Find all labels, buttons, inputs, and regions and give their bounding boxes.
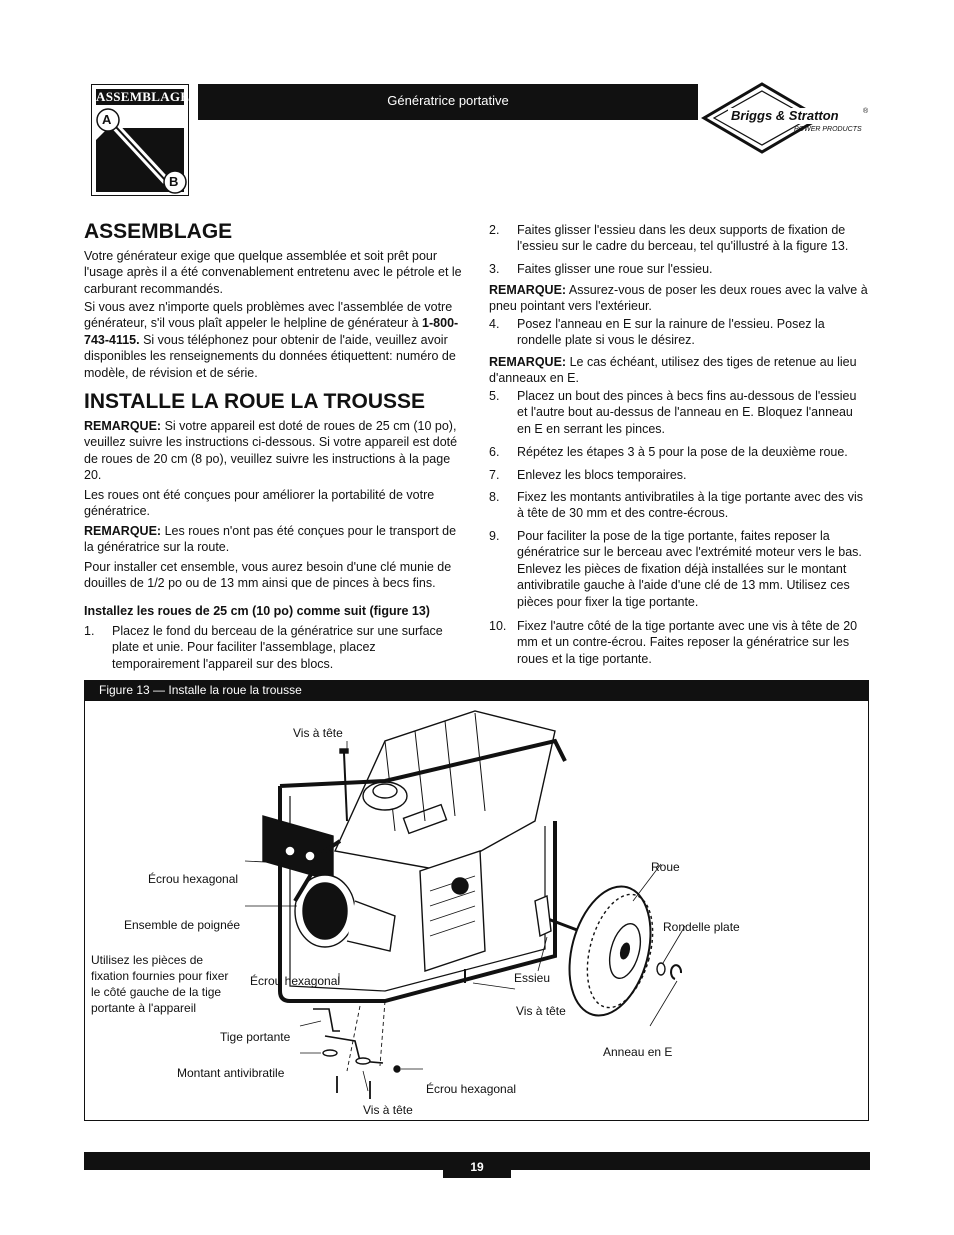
helpline-paragraph xyxy=(84,299,462,381)
step-number: 9. xyxy=(489,529,500,543)
label-vis-tete-top: Vis à tête xyxy=(293,726,343,740)
step-number: 10. xyxy=(489,619,507,633)
step-text: Placez le fond du berceau de la génératrice sur une surface plate et unie. Pour faciliter l'assemblage, placez temporairement l'appareil sur des blocs. xyxy=(112,624,443,671)
list-item xyxy=(84,623,462,673)
intro-paragraph: Votre générateur exige que quelque assemblée et soit prêt pour l'usage après il a été convenablement entretenu avec le pétrole et le carburant recommandés. xyxy=(84,249,462,296)
label-ecrou-hexagonal-3: Écrou hexagonal xyxy=(426,1082,517,1096)
generator-assembly-illustration xyxy=(85,701,868,1121)
note-valve xyxy=(489,282,869,315)
step-text: Fixez l'autre côté de la tige portante avec une vis à tête de 20 mm et un contre-écrou. Faites reposer la génératrice sur les roues et la tige portante. xyxy=(517,619,858,666)
badge-letter-a: A xyxy=(102,112,112,127)
helpline-text-a: Si vous avez n'importe quels problèmes avec l'assemblée de votre générateur, s'il vous plaît appeler le helpline de générateur à xyxy=(84,300,453,331)
logo-reg: ® xyxy=(863,108,869,115)
page-number: 19 xyxy=(443,1152,511,1178)
step-number: 1. xyxy=(84,624,95,638)
heading-assemblage: ASSEMBLAGE xyxy=(84,220,233,243)
label-utilisez-pieces: Utilisez les pièces de fixation fournies pour fixer le côté gauche de la tige portante à l'appareil xyxy=(91,953,229,1015)
label-montant-antivibratile: Montant antivibratile xyxy=(177,1066,285,1080)
badge-letter-b: B xyxy=(169,174,179,189)
list-item xyxy=(489,222,869,256)
list-item xyxy=(489,467,869,484)
note-retaining-pins xyxy=(489,354,869,387)
label-vis-tete-mid: Vis à tête xyxy=(516,1004,566,1018)
note-label: REMARQUE: xyxy=(489,355,567,369)
list-item xyxy=(489,388,869,438)
note-transport xyxy=(84,523,462,556)
step-text: Fixez les montants antivibratiles à la tige portante avec des vis à tête de 30 mm et des contre-écrous. xyxy=(517,490,864,521)
helpline-text-b: Si vous téléphonez pour obtenir de l'aide, veuillez avoir disponibles les renseignements du données étiquettent: numéro de modèle, de révision et de série. xyxy=(84,332,456,380)
note-text: Le cas échéant, utilisez des tiges de retenue au lieu d'anneaux en E. xyxy=(489,355,857,386)
step-number: 8. xyxy=(489,490,500,504)
note-text: Si votre appareil est doté de roues de 25 cm (10 po), veuillez suivre les instructions ci-dessous. Si votre appareil est doté de roues de 20 cm (8 po), veuillez suivre les instructions à la page 20. xyxy=(84,419,458,483)
list-item xyxy=(489,618,869,668)
footer-bar-left xyxy=(84,1152,444,1170)
list-item xyxy=(489,528,869,612)
label-tige-portante: Tige portante xyxy=(220,1030,291,1044)
note-label: REMARQUE: xyxy=(84,419,162,433)
step-number: 5. xyxy=(489,389,500,403)
logo-brand: Briggs & Stratton xyxy=(731,108,839,123)
label-rondelle-plate: Rondelle plate xyxy=(663,920,740,934)
helpline-phone: 1-800-743-4115. xyxy=(84,316,459,347)
briggs-stratton-logo xyxy=(698,78,868,158)
step-text: Placez un bout des pinces à becs fins au-dessous de l'essieu et l'autre bout au-dessus de l'anneau en E. Bloquez l'anneau en E en serrant les pinces. xyxy=(517,389,857,436)
step-text: Faites glisser l'essieu dans les deux supports de fixation de l'essieu sur le cadre du berceau, tel qu'illustré à la figure 13. xyxy=(517,223,849,254)
step-number: 7. xyxy=(489,468,500,482)
header-bar: Génératrice portative xyxy=(198,84,698,120)
step-text: Posez l'anneau en E sur la rainure de l'essieu. Posez la rondelle plate si vous le désirez. xyxy=(517,317,825,348)
step-text: Pour faciliter la pose de la tige portante, faites reposer la génératrice sur le berceau avec l'extrémité moteur vers le bas. Enlevez les pièces de fixation déjà installées sur le montant antivibratile gauche à l'aide d'une clé de 13 mm. Utilisez ces pièces pour fixer la tige portante. xyxy=(517,529,862,609)
label-ecrou-hexagonal-2: Écrou hexagonal xyxy=(250,974,341,988)
list-item xyxy=(489,489,869,523)
step-text: Répétez les étapes 3 à 5 pour la pose de la deuxième roue. xyxy=(517,445,848,459)
portability-paragraph: Les roues ont été conçues pour améliorer la portabilité de votre génératrice. xyxy=(84,488,435,519)
label-ensemble-poignee: Ensemble de poignée xyxy=(124,918,241,932)
label-ecrou-hexagonal-1: Écrou hexagonal xyxy=(148,872,239,886)
note-label: REMARQUE: xyxy=(84,524,162,538)
heading-installe-roue: INSTALLE LA ROUE LA TROUSSE xyxy=(84,390,426,413)
figure-caption: Figure 13 — Installe la roue la trousse xyxy=(85,681,868,701)
note-label: REMARQUE: xyxy=(489,283,567,297)
list-item xyxy=(489,316,869,350)
step-text: Faites glisser une roue sur l'essieu. xyxy=(517,262,713,276)
step-number: 3. xyxy=(489,262,500,276)
footer-bar-right xyxy=(510,1152,870,1170)
note-text: Assurez-vous de poser les deux roues avec la valve à pneu pointant vers l'extérieur. xyxy=(489,283,868,314)
note-text: Les roues n'ont pas été conçues pour le transport de la génératrice sur la route. xyxy=(84,524,457,555)
label-roue: Roue xyxy=(651,860,680,874)
list-item xyxy=(489,444,869,461)
figure-13 xyxy=(84,680,869,1121)
section-badge xyxy=(91,84,189,196)
label-anneau-en-e: Anneau en E xyxy=(603,1045,673,1059)
step-number: 6. xyxy=(489,445,500,459)
list-item xyxy=(489,261,869,278)
note-wheel-size xyxy=(84,418,462,484)
step-number: 2. xyxy=(489,223,500,237)
label-vis-tete-bottom: Vis à tête xyxy=(363,1103,413,1117)
label-essieu: Essieu xyxy=(514,971,551,985)
step-number: 4. xyxy=(489,317,500,331)
subheading-install: Installez les roues de 25 cm (10 po) comme suit (figure 13) xyxy=(84,604,430,618)
step-text: Enlevez les blocs temporaires. xyxy=(517,468,687,482)
tools-paragraph: Pour installer cet ensemble, vous aurez besoin d'une clé munie de douilles de 1/2 po ou de 13 mm ainsi que de pinces à becs fins. xyxy=(84,560,452,591)
logo-sub: POWER PRODUCTS xyxy=(794,126,862,133)
badge-title: ASSEMBLAGE xyxy=(96,89,190,104)
